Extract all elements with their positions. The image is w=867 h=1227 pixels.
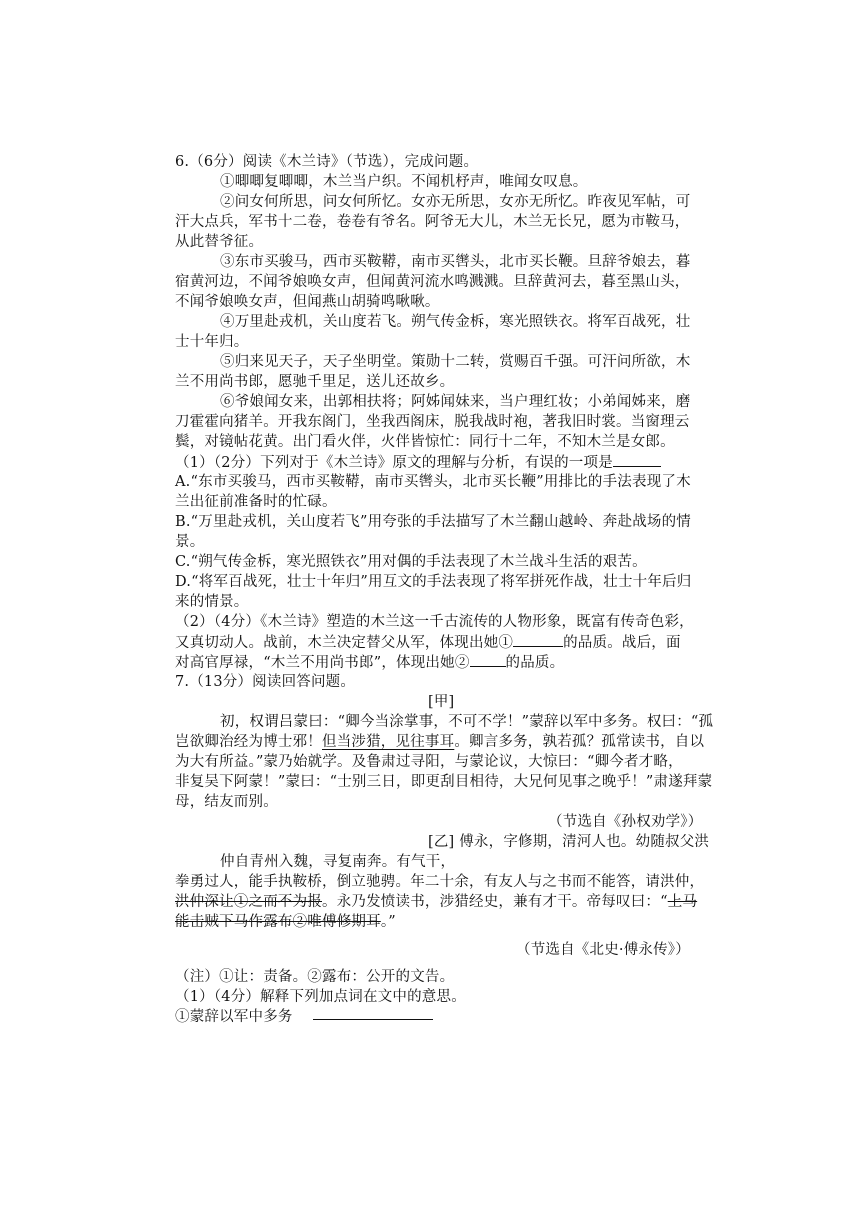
jia-line-3: 为大有所益。”蒙乃始就学。及鲁肃过寻阳，与蒙论议，大惊曰：“卿今者才略， <box>175 754 683 770</box>
jia-line-2-a: 岂欲卿治经为博士邪！ <box>175 734 322 750</box>
yi-struck-phrase-2: 上马 <box>667 894 698 910</box>
poem-para-6-line-1: ⑥爷娘闻女来，出郭相扶将；阿姊闻妹来，当户理红妆；小弟闻姊来，磨 <box>220 394 691 410</box>
answer-blank-q6-2a[interactable] <box>513 632 563 647</box>
q6-sub2-line-2 <box>175 632 681 653</box>
option-b-line-2: 景。 <box>175 534 205 550</box>
jia-underlined-sentence: 但当涉猎，见往事耳 <box>322 734 455 750</box>
poem-para-6-line-3: 鬓，对镜帖花黄。出门看火伴，火伴皆惊忙：同行十二年，不知木兰是女郎。 <box>175 434 675 450</box>
poem-para-3-line-1: ③东市买骏马，西市买鞍鞯，南市买辔头，北市买长鞭。旦辞爷娘去，暮 <box>220 254 691 270</box>
option-d-line-1: D.“将军百战死，壮士十年归”用互文的手法表现了将军拼死作战，壮士十年后归 <box>175 574 692 590</box>
poem-para-5-line-2: 兰不用尚书郎，愿驰千里足，送儿还故乡。 <box>175 374 455 390</box>
yi-line-1: 仲自青州入魏，寻复南奔。有气干， <box>220 854 456 870</box>
poem-para-2-line-1: ②问女何所思，问女何所忆。女亦无所思，女亦无所忆。昨夜见军帖，可 <box>220 194 691 210</box>
passage-yi-heading: [乙] 傅永，字修期，清河人也。幼随叔父洪 <box>428 834 710 850</box>
yi-line-4 <box>175 912 396 932</box>
yi-struck-phrase-1: 洪仲深让①之而不为报 <box>175 894 322 910</box>
option-a-line-1: A.“东市买骏马，西市买鞍鞯，南市买辔头，北市买长鞭”用排比的手法表现了木 <box>175 474 691 490</box>
yi-line-3 <box>175 892 697 912</box>
poem-para-4-line-2: 士十年归。 <box>175 334 249 350</box>
q6-sub2-text-4: 的品质。 <box>505 655 565 671</box>
yi-line-3-a: 。永乃发愤读书，涉猎经史，兼有才干。帝每叹曰：“ <box>322 894 668 910</box>
option-b-line-1: B.“万里赴戎机，关山度若飞”用夸张的手法描写了木兰翻山越岭、奔赴战场的情 <box>175 514 691 530</box>
q7-item-1: ①蒙辞以军中多务 <box>175 1009 293 1025</box>
jia-line-2-b: 。卿言多务，孰若孤？孤常读书，自以 <box>454 734 705 750</box>
poem-para-3-line-3: 不闻爷娘唤女声，但闻燕山胡骑鸣啾啾。 <box>175 294 440 310</box>
poem-para-2-line-2: 汗大点兵，军书十二卷，卷卷有爷名。阿爷无大儿，木兰无长兄，愿为市鞍马， <box>175 214 690 230</box>
blank-marker-2: ② <box>454 655 470 671</box>
q6-sub2-text-2: 的品质。战后，面 <box>563 635 681 651</box>
passage-jia-heading: [甲] <box>428 694 455 710</box>
q6-sub2-line-3 <box>175 652 564 673</box>
poem-para-6-line-2: 刀霍霍向猪羊。开我东阁门，坐我西阁床，脱我战时袍，著我旧时裳。当窗理云 <box>175 414 690 430</box>
q6-sub1-text: （1）（2分）下列对于《木兰诗》原文的理解与分析，有误的一项是 <box>175 455 613 471</box>
q6-title: 6.（6分）阅读《木兰诗》（节选），完成问题。 <box>175 154 479 170</box>
blank-marker-1: ① <box>498 635 514 651</box>
poem-para-1: ①唧唧复唧唧，木兰当户织。不闻机杼声，唯闻女叹息。 <box>220 174 588 190</box>
answer-blank-q7-1[interactable] <box>313 1019 433 1020</box>
jia-source: （节选自《孙权劝学》） <box>548 814 703 830</box>
q7-title: 7.（13分）阅读回答问题。 <box>175 674 356 690</box>
jia-line-4: 非复吴下阿蒙！”蒙曰：“士别三日，即更刮目相待，大兄何见事之晚乎！”肃遂拜蒙 <box>175 774 713 790</box>
poem-para-4-line-1: ④万里赴戎机，关山度若飞。朔气传金柝，寒光照铁衣。将军百战死，壮 <box>220 314 691 330</box>
option-c: C.“朔气传金柝，寒光照铁衣”用对偶的手法表现了木兰战斗生活的艰苦。 <box>175 554 647 570</box>
poem-para-3-line-2: 宿黄河边，不闻爷娘唤女声，但闻黄河流水鸣溅溅。旦辞黄河去，暮至黑山头， <box>175 274 690 290</box>
q6-sub1-prompt <box>175 452 661 473</box>
answer-blank-q6-1[interactable] <box>613 452 661 467</box>
q7-sub1-prompt: （1）（4分）解释下列加点词在文中的意思。 <box>175 989 466 1005</box>
answer-blank-q6-2b[interactable] <box>470 652 506 667</box>
poem-para-5-line-1: ⑤归来见天子，天子坐明堂。策勋十二转，赏赐百千强。可汗问所欲，木 <box>220 354 691 370</box>
option-a-line-2: 兰出征前准备时的忙碌。 <box>175 494 337 510</box>
jia-line-1: 初，权谓吕蒙曰：“卿今当涂掌事，不可不学！”蒙辞以军中多务。权曰：“孤 <box>220 714 714 730</box>
jia-line-5: 母，结友而别。 <box>175 794 278 810</box>
yi-line-4-end: 。” <box>380 914 396 930</box>
q7-notes: （注）①让：责备。②露布：公开的文告。 <box>175 969 455 985</box>
yi-struck-phrase-3: 能击贼下马作露布②唯傅修期耳 <box>175 914 381 930</box>
yi-source: （节选自《北史·傅永传》） <box>516 942 690 958</box>
yi-line-2: 拳勇过人，能手执鞍桥，倒立驰骋。年二十余，有友人与之书而不能答，请洪仲， <box>175 874 705 890</box>
option-d-line-2: 来的情景。 <box>175 594 249 610</box>
q6-sub2-text-1: 又真切动人。战前，木兰决定替父从军，体现出她 <box>175 635 499 651</box>
poem-para-2-line-3: 从此替爷征。 <box>175 234 264 250</box>
q6-sub2-text-3: 对高官厚禄，“木兰不用尚书郎”，体现出她 <box>175 655 455 671</box>
q6-sub2-line-1: （2）（4分）《木兰诗》塑造的木兰这一千古流传的人物形象，既富有传奇色彩， <box>175 614 694 630</box>
jia-line-2 <box>175 732 704 752</box>
